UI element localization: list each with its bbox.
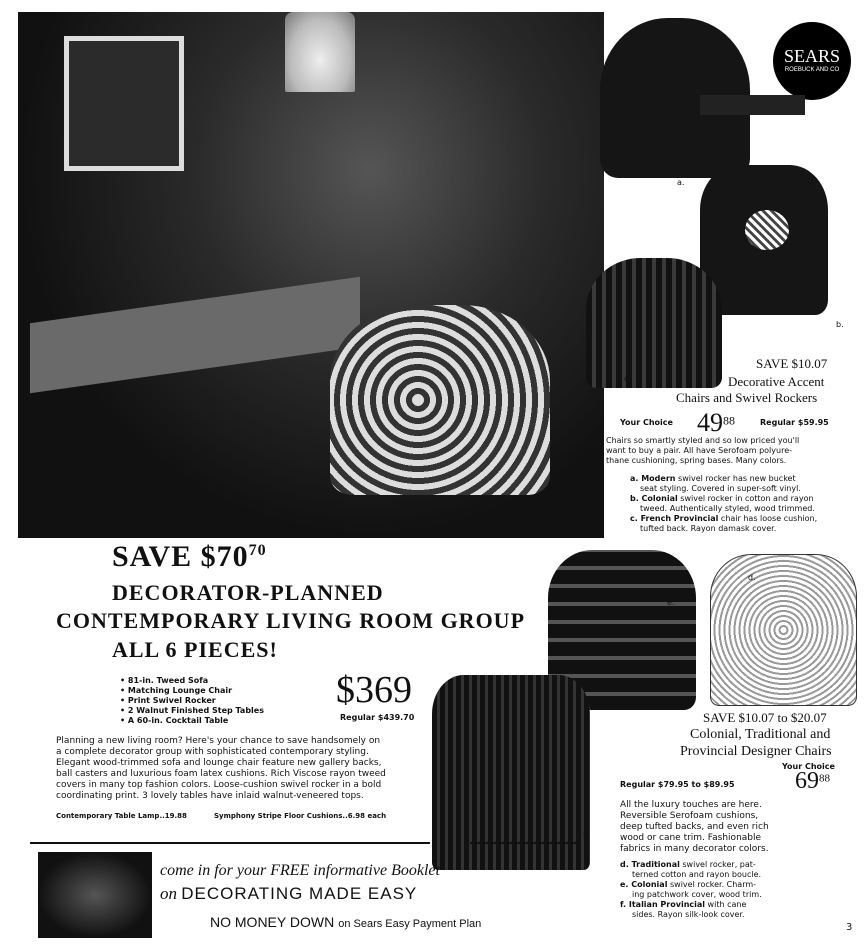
accent-title-line2: Chairs and Swivel Rockers bbox=[676, 390, 818, 405]
designer-item-f-bold: f. Italian Provincial bbox=[620, 900, 706, 909]
table-lamp-image bbox=[285, 12, 355, 92]
group-body-line: covers in many top fashion colors. Loose-cushion swivel rocker in a bold bbox=[56, 780, 382, 790]
no-money-down-main: NO MONEY DOWN bbox=[210, 914, 335, 930]
accent-price-cents: 88 bbox=[723, 413, 735, 428]
designer-body-line: deep tufted backs, and even rich bbox=[620, 822, 769, 832]
designer-item-f bbox=[620, 900, 845, 910]
designer-price-cents: 88 bbox=[819, 772, 830, 785]
designer-your-choice: Your Choice bbox=[782, 762, 835, 771]
print-swivel-rocker-image bbox=[330, 305, 550, 495]
designer-item-d-text: swivel rocker, pat- bbox=[679, 860, 756, 869]
designer-items bbox=[620, 860, 845, 920]
accent-item-b-bold: b. Colonial bbox=[630, 494, 678, 503]
traditional-swivel-rocker-image bbox=[710, 554, 857, 706]
group-bullet-text: Matching Lounge Chair bbox=[127, 686, 233, 695]
designer-title-line1: Colonial, Traditional and bbox=[690, 727, 831, 742]
group-body-line: coordinating print. 3 lovely tables have inlaid walnut-veneered tops. bbox=[56, 791, 364, 801]
designer-price-main: 69 bbox=[795, 768, 819, 794]
designer-item-d bbox=[620, 860, 845, 870]
accent-item-c-bold: c. French Provincial bbox=[630, 514, 719, 523]
designer-item-e-cont: ing patchwork cover, wood trim. bbox=[632, 890, 762, 899]
designer-item-f-cont: sides. Rayon silk-look cover. bbox=[632, 910, 745, 919]
sears-logo bbox=[773, 22, 851, 100]
accent-body bbox=[606, 436, 856, 466]
group-bullet: • A 60-in. Cocktail Table bbox=[120, 716, 229, 725]
accent-title-line1: Decorative Accent bbox=[728, 374, 825, 389]
booklet-line1-pre: come in for your bbox=[160, 862, 267, 879]
designer-regular-price: Regular $79.95 to $89.95 bbox=[620, 780, 735, 789]
group-bullets bbox=[120, 676, 320, 726]
accent-item-c bbox=[630, 514, 860, 524]
booklet-line1-post: informative Booklet bbox=[313, 862, 440, 879]
chair-c-letter: c. bbox=[624, 374, 631, 383]
designer-body-line: wood or cane trim. Fashionable bbox=[620, 833, 762, 843]
group-body-line: Elegant wood-trimmed sofa and lounge chair feature new gallery backs, bbox=[56, 758, 382, 768]
designer-body-line: All the luxury touches are here. bbox=[620, 800, 762, 810]
group-bullet-text: Print Swivel Rocker bbox=[127, 696, 216, 705]
accent-item-b-cont: tweed. Authentically styled, wood trimmed. bbox=[640, 504, 815, 513]
group-extra-cushions: Symphony Stripe Floor Cushions..6.98 each bbox=[214, 812, 387, 820]
group-save-word: SAVE bbox=[112, 540, 193, 573]
group-bullet: • Print Swivel Rocker bbox=[120, 696, 216, 705]
group-regular-price: Regular $439.70 bbox=[340, 713, 415, 722]
group-extra-lamp: Contemporary Table Lamp..19.88 bbox=[56, 812, 187, 820]
accent-regular-price: Regular $59.95 bbox=[760, 418, 829, 427]
accent-body-line: thane cushioning, spring bases. Many colors. bbox=[606, 456, 787, 465]
accent-item-c-cont: tufted back. Rayon damask cover. bbox=[640, 524, 777, 533]
throw-pillow-image bbox=[745, 210, 789, 250]
accent-body-line: want to buy a pair. All have Serofoam polyure- bbox=[606, 446, 792, 455]
group-body-line: a complete decorator group with sophisticated contemporary styling. bbox=[56, 747, 369, 757]
italian-provincial-chair-image bbox=[432, 675, 590, 870]
booklet-line2-main: DECORATING MADE EASY bbox=[181, 884, 418, 903]
booklet-line1 bbox=[160, 862, 440, 880]
chair-b-letter: b. bbox=[836, 320, 844, 329]
designer-save-heading: SAVE $10.07 to $20.07 bbox=[703, 710, 827, 725]
sears-logo-name: SEARS bbox=[783, 46, 841, 66]
accent-item-a bbox=[630, 474, 860, 484]
accent-your-choice: Your Choice bbox=[620, 418, 673, 427]
booklet-cover-image bbox=[38, 852, 152, 938]
accent-price bbox=[697, 408, 735, 438]
designer-item-e bbox=[620, 880, 845, 890]
booklet-line2-pre: on bbox=[160, 884, 177, 903]
group-price: $369 bbox=[336, 669, 412, 711]
designer-item-e-bold: e. Colonial bbox=[620, 880, 668, 889]
accent-item-c-text: chair has loose cushion, bbox=[718, 514, 818, 523]
designer-item-d-cont: terned cotton and rayon boucle. bbox=[632, 870, 762, 879]
no-money-down-post: on Sears Easy Payment Plan bbox=[338, 918, 482, 930]
side-table-image bbox=[700, 95, 805, 115]
booklet-line2 bbox=[160, 884, 417, 904]
wall-art-picture bbox=[64, 36, 184, 171]
accent-item-a-bold: a. Modern bbox=[630, 474, 676, 483]
designer-body-line: Reversible Serofoam cushions, bbox=[620, 811, 759, 821]
group-bullet: • 2 Walnut Finished Step Tables bbox=[120, 706, 264, 715]
accent-item-b bbox=[630, 494, 860, 504]
group-bullet: • 81-in. Tweed Sofa bbox=[120, 676, 209, 685]
group-title-line3: ALL 6 PIECES! bbox=[112, 637, 278, 662]
booklet-divider-line-right bbox=[470, 842, 580, 844]
french-provincial-chair-image bbox=[586, 258, 722, 388]
chair-e-letter: e. bbox=[667, 598, 675, 607]
booklet-divider-line bbox=[30, 842, 430, 844]
page-number: 3 bbox=[846, 922, 853, 933]
booklet-line1-free: FREE bbox=[270, 862, 310, 879]
designer-body-line: fabrics in many decorator colors. bbox=[620, 844, 769, 854]
accent-items bbox=[630, 474, 860, 534]
group-bullet-text: 2 Walnut Finished Step Tables bbox=[127, 706, 264, 715]
designer-item-f-text: with cane bbox=[705, 900, 747, 909]
accent-item-b-text: swivel rocker in cotton and rayon bbox=[677, 494, 814, 503]
accent-item-a-text: swivel rocker has new bucket bbox=[675, 474, 796, 483]
accent-body-line: Chairs so smartly styled and so low priced you'll bbox=[606, 436, 800, 445]
accent-save-heading: SAVE $10.07 bbox=[756, 356, 828, 371]
accent-item-a-cont: seat styling. Covered in super-soft vinyl. bbox=[640, 484, 801, 493]
group-title-line2: CONTEMPORARY LIVING ROOM GROUP bbox=[56, 608, 526, 633]
group-body bbox=[56, 736, 426, 802]
group-save-heading bbox=[112, 540, 267, 574]
chair-d-letter: d. bbox=[748, 573, 756, 582]
group-body-line: ball casters and luxurious foam latex cushions. Rich Viscose rayon tweed bbox=[56, 769, 386, 779]
designer-body bbox=[620, 800, 840, 855]
chair-a-letter: a. bbox=[677, 178, 685, 187]
no-money-down bbox=[210, 914, 481, 932]
group-bullet-text: 81-in. Tweed Sofa bbox=[127, 676, 209, 685]
designer-item-d-bold: d. Traditional bbox=[620, 860, 680, 869]
designer-title-line2: Provincial Designer Chairs bbox=[680, 744, 832, 759]
accent-price-main: 49 bbox=[697, 408, 723, 437]
group-save-amount: $70 bbox=[200, 540, 249, 573]
group-bullet: • Matching Lounge Chair bbox=[120, 686, 233, 695]
group-body-line: Planning a new living room? Here's your chance to save handsomely on bbox=[56, 736, 381, 746]
group-save-cents: 70 bbox=[248, 542, 267, 559]
sears-logo-sub: ROEBUCK AND CO bbox=[784, 67, 840, 73]
group-bullet-text: A 60-in. Cocktail Table bbox=[127, 716, 229, 725]
group-title-line1: DECORATOR-PLANNED bbox=[112, 580, 384, 605]
chair-f-letter: f. bbox=[583, 831, 588, 840]
designer-item-e-text: swivel rocker. Charm- bbox=[667, 880, 757, 889]
designer-price bbox=[795, 768, 830, 795]
